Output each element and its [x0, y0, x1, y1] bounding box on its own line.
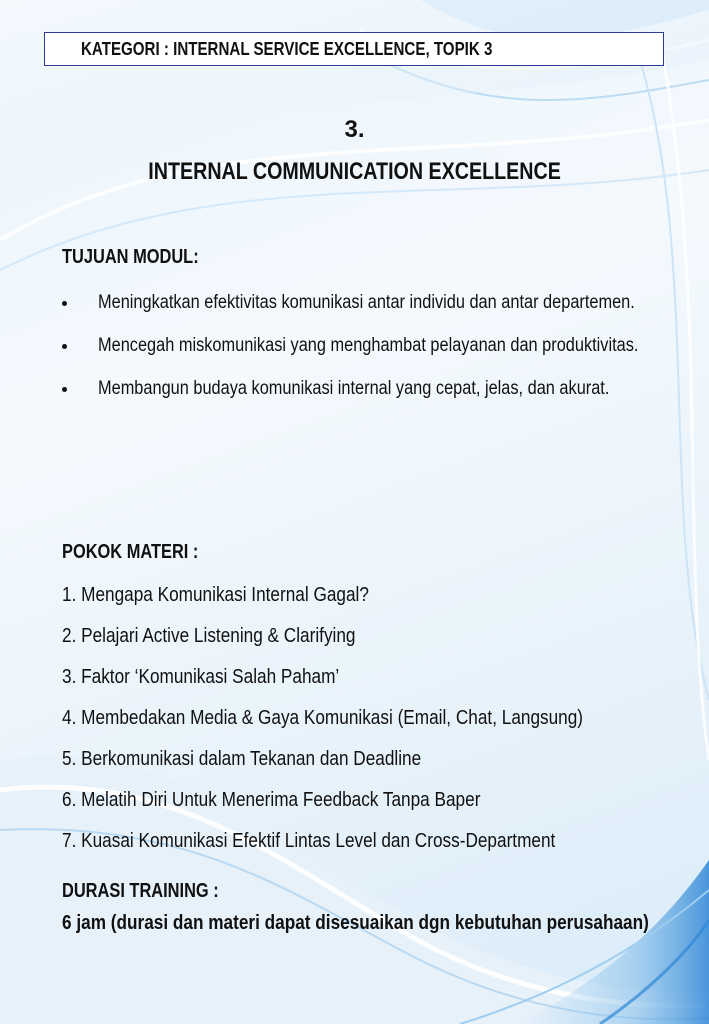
- bullet-icon: [62, 301, 67, 306]
- list-item: [62, 621, 702, 662]
- module-title-text: INTERNAL COMMUNICATION EXCELLENCE: [148, 158, 561, 185]
- material-text: 3. Faktor ‘Komunikasi Salah Paham’: [62, 666, 340, 688]
- goals-heading-text: TUJUAN MODUL:: [62, 246, 199, 268]
- goal-text: Membangun budaya komunikasi internal yang cepat, jelas, dan akurat.: [98, 378, 610, 399]
- duration-heading: [62, 880, 253, 903]
- list-item: [62, 744, 702, 785]
- goal-text: Meningkatkan efektivitas komunikasi antar individu dan antar departemen.: [98, 292, 635, 313]
- category-header: [44, 32, 664, 66]
- materials-heading-text: POKOK MATERI :: [62, 541, 199, 563]
- duration-heading-text: DURASI TRAINING :: [62, 880, 219, 902]
- material-text: 5. Berkomunikasi dalam Tekanan dan Deadline: [62, 748, 422, 770]
- materials-heading: [62, 541, 228, 564]
- module-number: 3.: [344, 116, 365, 143]
- goals-heading: [62, 246, 229, 269]
- goals-list: [62, 288, 662, 417]
- list-item: [62, 826, 702, 867]
- list-item: [62, 662, 702, 703]
- goal-text: Mencegah miskomunikasi yang menghambat pelayanan dan produktivitas.: [98, 335, 639, 356]
- duration-value: [62, 910, 682, 937]
- list-item: [62, 331, 662, 361]
- bullet-icon: [62, 387, 67, 392]
- list-item: [62, 374, 662, 404]
- list-item: [62, 288, 662, 318]
- material-text: 4. Membedakan Media & Gaya Komunikasi (Email, Chat, Langsung): [62, 707, 584, 729]
- module-title: [0, 158, 709, 186]
- material-text: 2. Pelajari Active Listening & Clarifying: [62, 625, 356, 647]
- material-text: 1. Mengapa Komunikasi Internal Gagal?: [62, 584, 369, 606]
- list-item: [62, 580, 702, 621]
- list-item: [62, 785, 702, 826]
- material-text: 6. Melatih Diri Untuk Menerima Feedback Tanpa Baper: [62, 789, 481, 811]
- materials-list: [62, 580, 702, 867]
- material-text: 7. Kuasai Komunikasi Efektif Lintas Level dan Cross-Department: [62, 830, 556, 852]
- list-item: [62, 703, 702, 744]
- duration-value-text: 6 jam (durasi dan materi dapat disesuaikan dgn kebutuhan perusahaan): [62, 912, 649, 934]
- category-text: KATEGORI : INTERNAL SERVICE EXCELLENCE, TOPIK 3: [81, 38, 493, 59]
- bullet-icon: [62, 344, 67, 349]
